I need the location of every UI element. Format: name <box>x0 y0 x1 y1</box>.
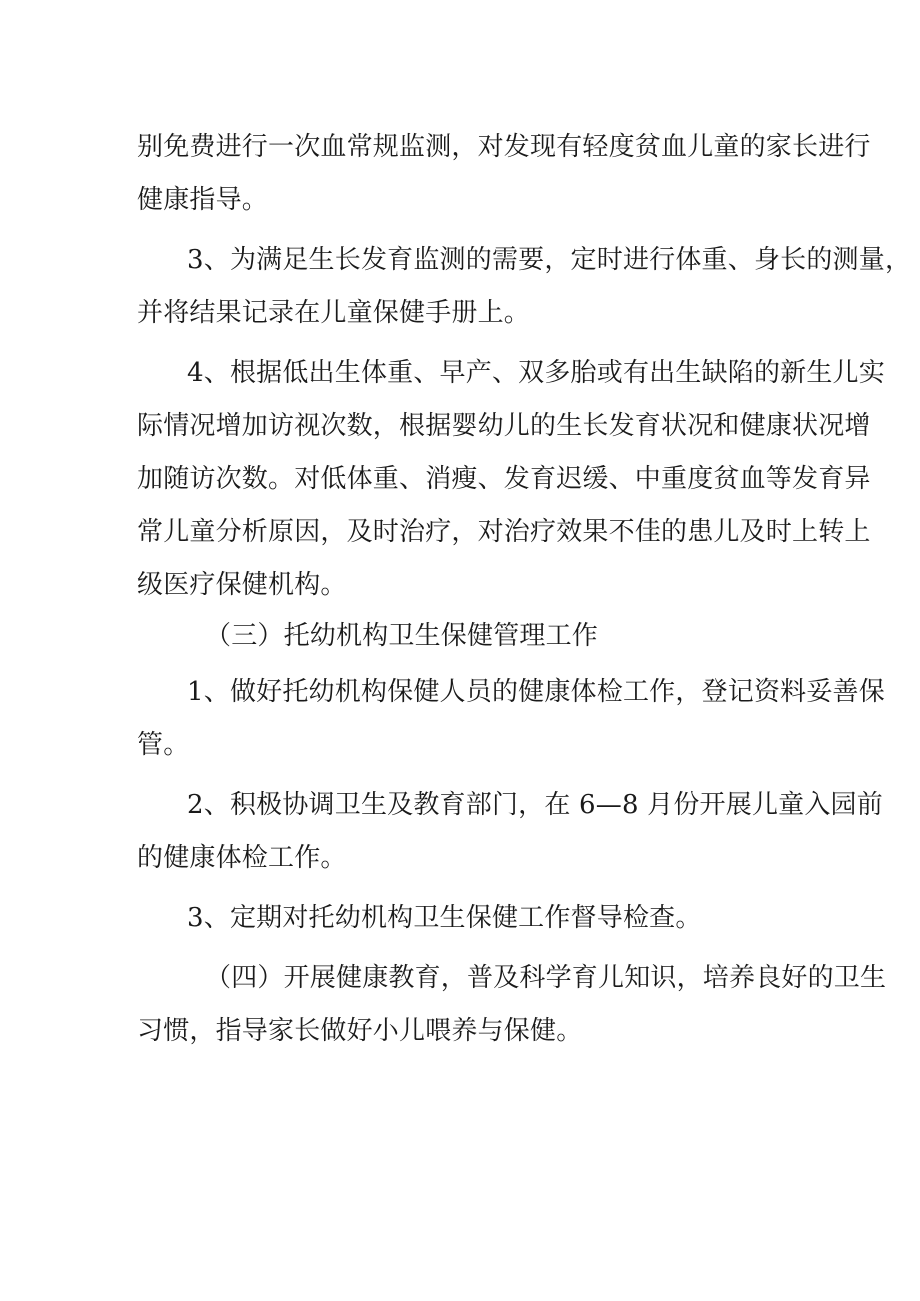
paragraph-2-line-2: 并将结果记录在儿童保健手册上。 <box>137 298 531 328</box>
paragraph-3-line-3: 加随访次数。对低体重、消瘦、发育迟缓、中重度贫血等发育异 <box>137 464 871 494</box>
section-heading-3: （三）托幼机构卫生保健管理工作 <box>205 621 599 651</box>
paragraph-3-line-4: 常儿童分析原因，及时治疗，对治疗效果不佳的患儿及时上转上 <box>137 517 871 547</box>
paragraph-6-line-2: 的健康体检工作。 <box>137 843 347 873</box>
paragraph-7-line-1: 3、定期对托幼机构卫生保健工作督导检查。 <box>187 903 702 933</box>
paragraph-8-line-2: 习惯，指导家长做好小儿喂养与保健。 <box>137 1016 583 1046</box>
paragraph-3-line-2: 际情况增加访视次数，根据婴幼儿的生长发育状况和健康状况增 <box>137 411 871 441</box>
paragraph-1-line-2: 健康指导。 <box>137 185 269 215</box>
paragraph-8-line-1: （四）开展健康教育，普及科学育儿知识，培养良好的卫生 <box>205 963 887 993</box>
paragraph-2-line-1: 3、为满足生长发育监测的需要，定时进行体重、身长的测量， <box>187 245 912 275</box>
paragraph-1-line-1: 别免费进行一次血常规监测，对发现有轻度贫血儿童的家长进行 <box>137 132 871 162</box>
paragraph-5-line-2: 管。 <box>137 730 190 760</box>
paragraph-3-line-5: 级医疗保健机构。 <box>137 570 347 600</box>
paragraph-5-line-1: 1、做好托幼机构保健人员的健康体检工作，登记资料妥善保 <box>187 677 885 707</box>
paragraph-6-line-1: 2、积极协调卫生及教育部门，在 6—8 月份开展儿童入园前 <box>187 790 883 820</box>
paragraph-3-line-1: 4、根据低出生体重、早产、双多胎或有出生缺陷的新生儿实 <box>187 358 885 388</box>
